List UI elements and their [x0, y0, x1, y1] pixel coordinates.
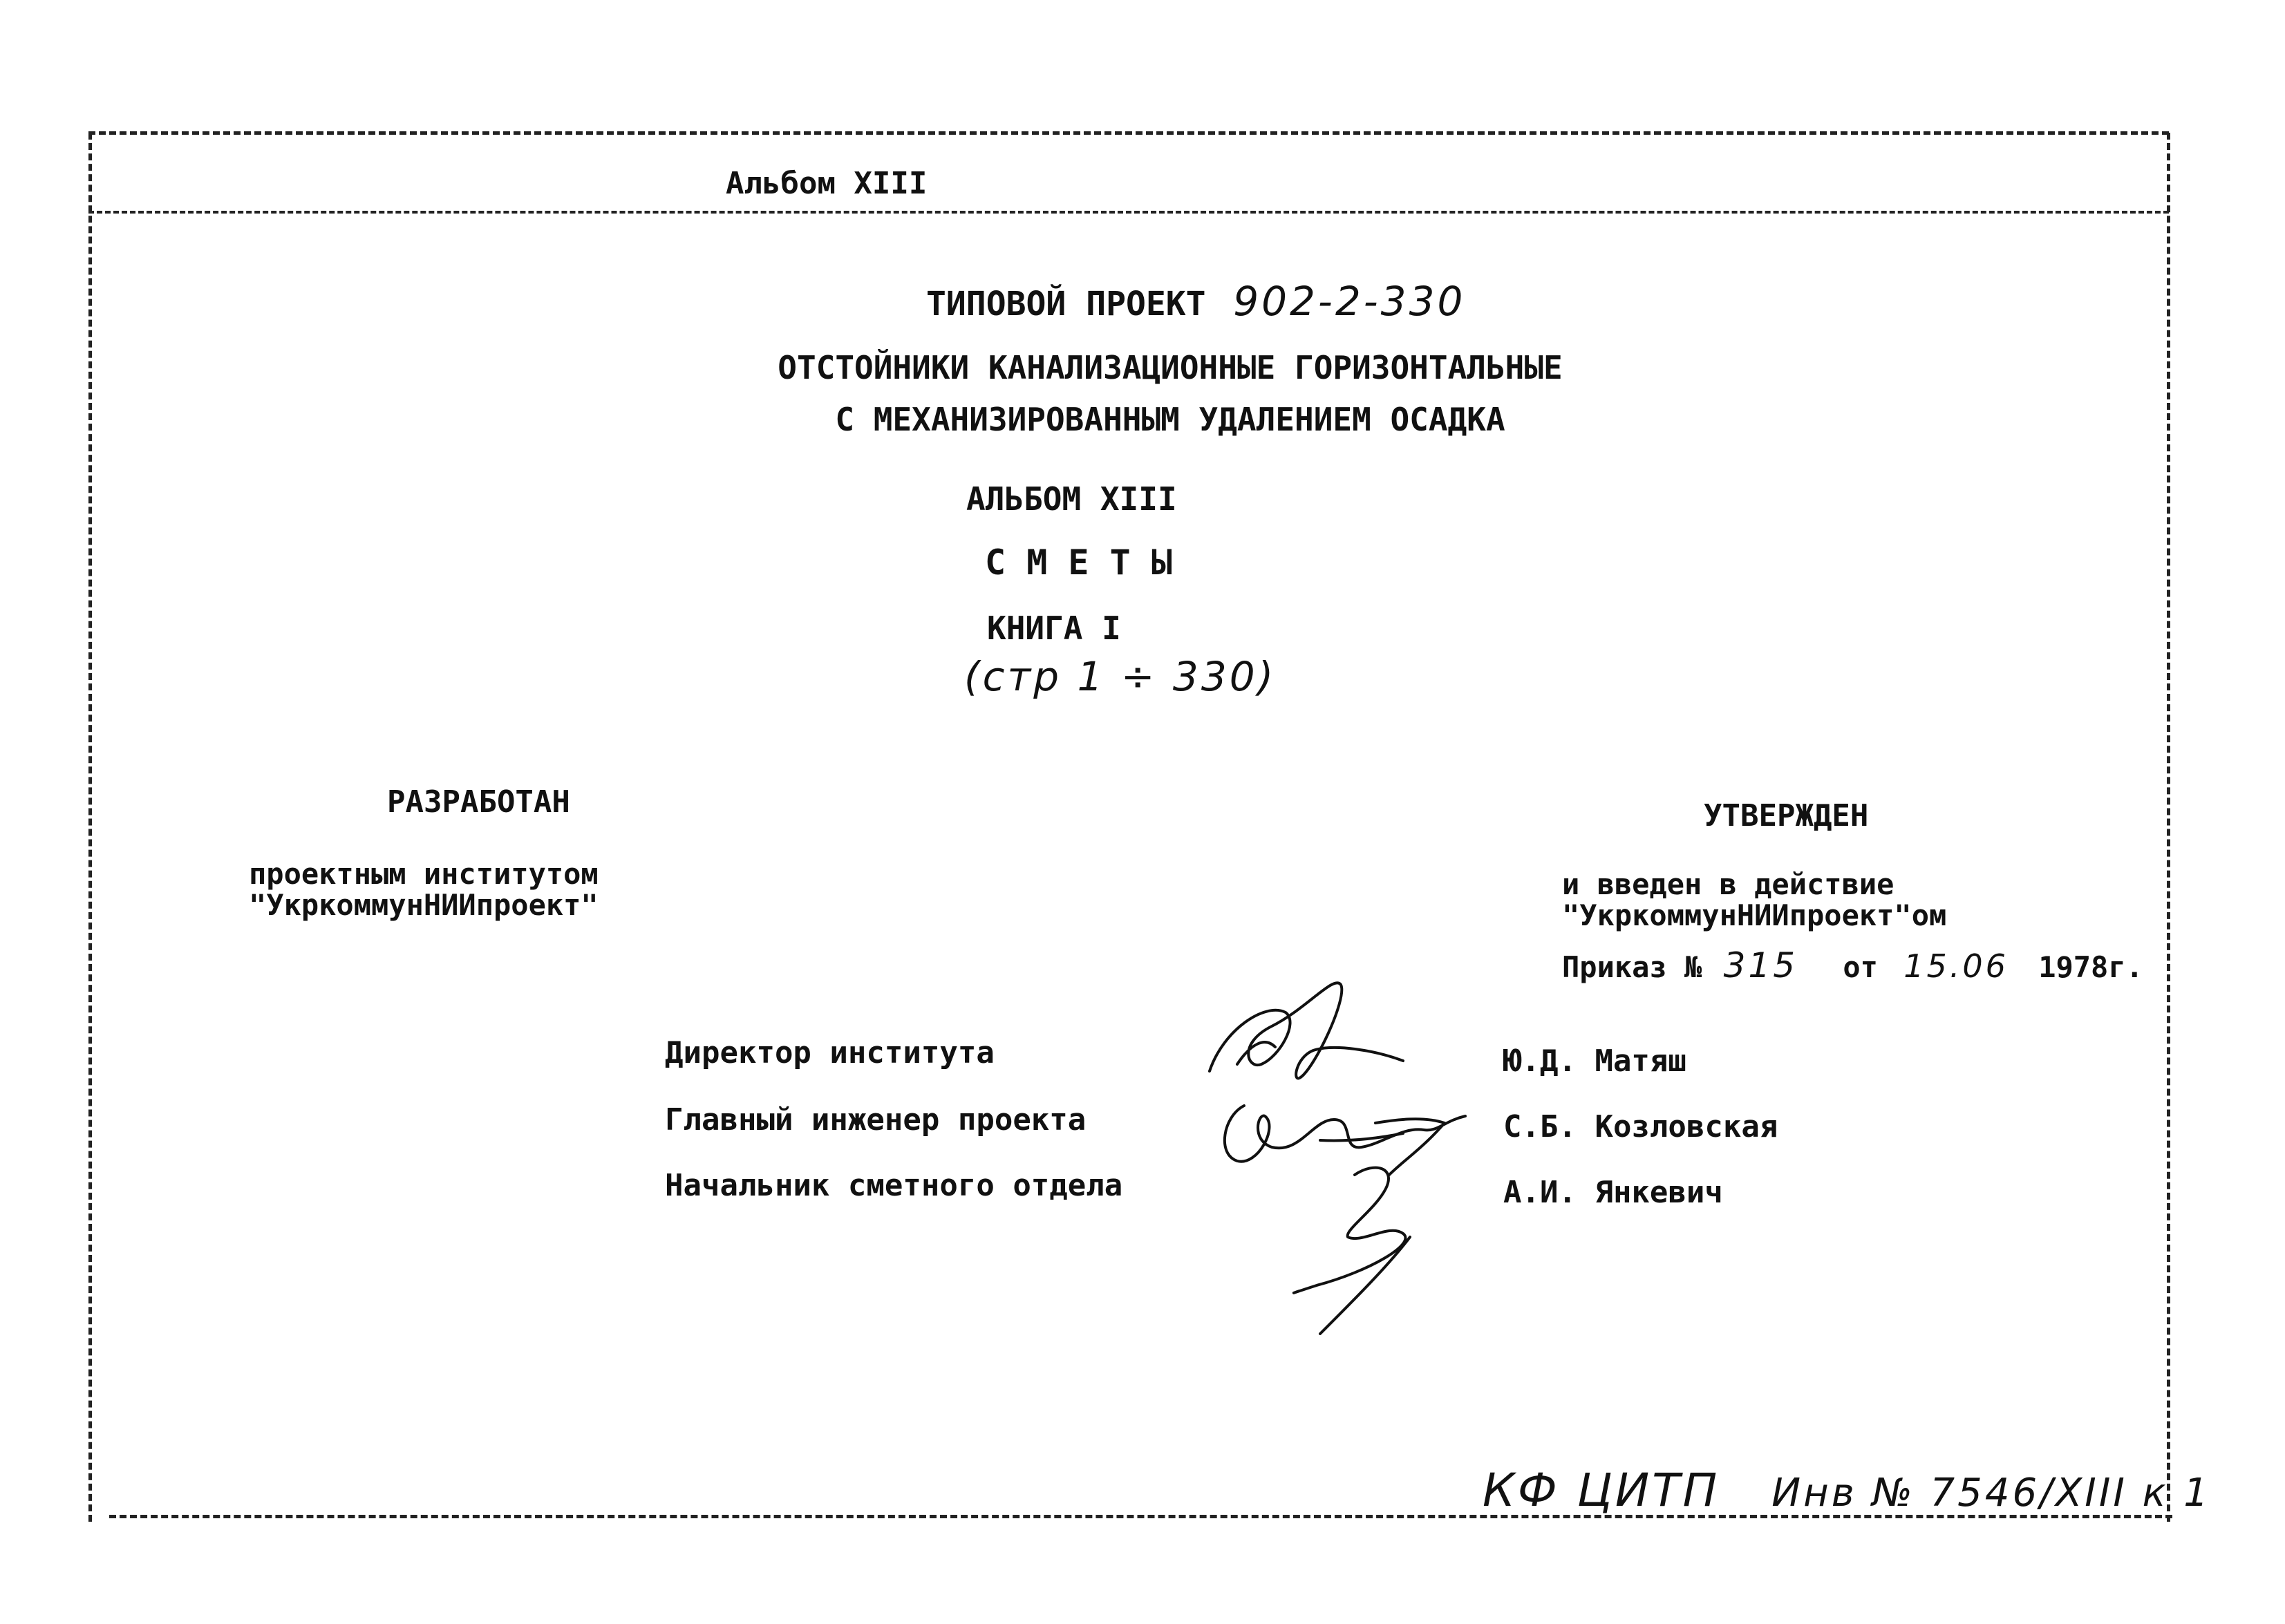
title-line-2: С МЕХАНИЗИРОВАННЫМ УДАЛЕНИЕМ ОСАДКА — [835, 401, 1505, 438]
stamp-inventory: Инв № 7546/XIII к 1 — [1771, 1471, 2211, 1516]
role-director: Директор института — [665, 1035, 995, 1070]
date-prefix: от — [1843, 950, 1878, 984]
frame-top-border — [88, 131, 2169, 135]
stamp-org: КФ ЦИТП — [1483, 1464, 1720, 1517]
name-chief-engineer: С.Б. Козловская — [1503, 1109, 1778, 1144]
order-year: 1978г. — [2038, 950, 2143, 984]
approved-line-2: "УкркоммунНИИпроект"ом — [1562, 898, 1947, 932]
project-label: ТИПОВОЙ ПРОЕКТ — [926, 285, 1206, 323]
book-title: КНИГА I — [987, 610, 1121, 647]
approved-heading: УТВЕРЖДЕН — [1704, 798, 1869, 833]
developed-heading: РАЗРАБОТАН — [387, 784, 570, 820]
album-title: АЛЬБОМ XIII — [966, 480, 1177, 518]
title-line-1: ОТСТОЙНИКИ КАНАЛИЗАЦИОННЫЕ ГОРИЗОНТАЛЬНЫЕ — [778, 349, 1563, 386]
role-chief-engineer: Главный инженер проекта — [665, 1102, 1087, 1137]
signatures-graphic — [1196, 961, 1493, 1348]
album-header-label: Альбом XIII — [726, 166, 928, 201]
section-title: С М Е Т Ы — [985, 542, 1172, 583]
approved-line-1: и введен в действие — [1562, 867, 1894, 901]
role-estimates-head: Начальник сметного отдела — [665, 1168, 1123, 1203]
page-range: (стр 1 ÷ 330) — [964, 653, 1277, 700]
developed-line-2: "УкркоммунНИИпроект" — [249, 888, 599, 922]
order-date: 15.06 — [1903, 947, 2009, 985]
project-number: 902-2-330 — [1233, 278, 1466, 325]
developed-line-1: проектным институтом — [249, 857, 599, 891]
order-number: 315 — [1723, 945, 1798, 985]
stamp-row — [1483, 1464, 2211, 1517]
approval-order-row — [1562, 945, 2143, 985]
name-director: Ю.Д. Матяш — [1503, 1044, 1686, 1079]
frame-right-border — [2167, 133, 2170, 1522]
header-separator — [88, 211, 2169, 214]
order-prefix: Приказ № — [1562, 950, 1702, 984]
name-estimates-head: А.И. Янкевич — [1503, 1175, 1723, 1210]
project-title-row — [926, 278, 1465, 325]
frame-left-border — [88, 133, 92, 1522]
